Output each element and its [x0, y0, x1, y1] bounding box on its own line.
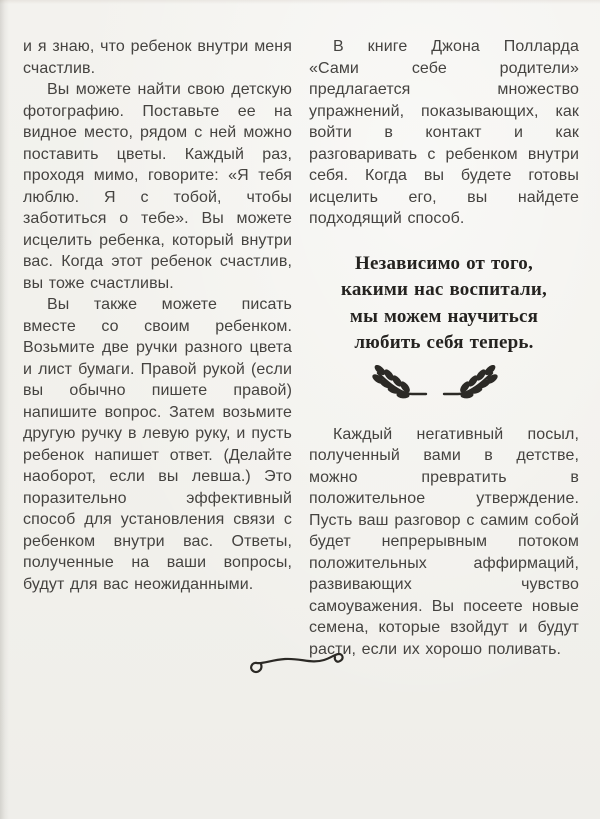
paragraph: Вы можете найти свою детскую фотографию. Поставьте ее на видное место, рядом с ней можно поставить цветы. Каждый раз, проходя мимо, говорите: «Я тебя люблю. Я с тобой, чтобы заботиться о тебе». Вы можете исцелить ребенка, который внутри вас. Когда этот ребенок счастлив, вы тоже счастливы.	[23, 81, 292, 292]
pull-quote	[311, 251, 577, 357]
paragraph: и я знаю, что ребенок внутри меня счастлив.	[23, 38, 292, 77]
page-columns	[23, 36, 579, 660]
pull-quote-line: какими нас воспитали,	[341, 279, 547, 300]
pull-quote-line: Независимо от того,	[355, 252, 533, 274]
pull-quote-line: любить себя теперь.	[354, 332, 534, 353]
swash-flourish-icon	[247, 645, 347, 675]
page-top-edge	[0, 0, 600, 4]
left-text-column	[23, 36, 292, 660]
laurel-branches-icon	[368, 365, 502, 401]
paragraph: Вы также можете писать вместе со своим ребенком. Возьмите две ручки разного цвета и лист бумаги. Правой рукой (если вы обычно пишете правой) напишите вопрос. Затем возьмите другую ручку в левую руку, и пусть ребенок напишет ответ. (Делайте наоборот, если вы левша.) Это поразительно эффективный способ для установления связи с ребенком внутри вас. Ответы, полученные на ваши вопросы, будут для вас неожиданными.	[23, 296, 292, 593]
paragraph: В книге Джона Полларда «Сами себе родители» предлагается множество упражнений, показывающих, как войти в контакт и как разговаривать с ребенком внутри себя. Когда вы будете готовы исцелить его, вы найдете подходящий способ.	[309, 38, 579, 227]
right-text-column	[309, 36, 579, 660]
paragraph: Каждый негативный посыл, полученный вами в детстве, можно превратить в положительное утверждение. Пусть ваш разговор с самим собой будет непрерывным потоком положительных аффирмаций, развивающих чувство самоуважения. Вы посеете новые семена, которые взойдут и будут расти, если их хорошо поливать.	[309, 425, 579, 658]
pull-quote-line: мы можем научиться	[349, 305, 539, 327]
quote-ornament	[309, 365, 579, 401]
end-flourish	[247, 645, 347, 675]
page-edge-shadow	[0, 0, 9, 819]
